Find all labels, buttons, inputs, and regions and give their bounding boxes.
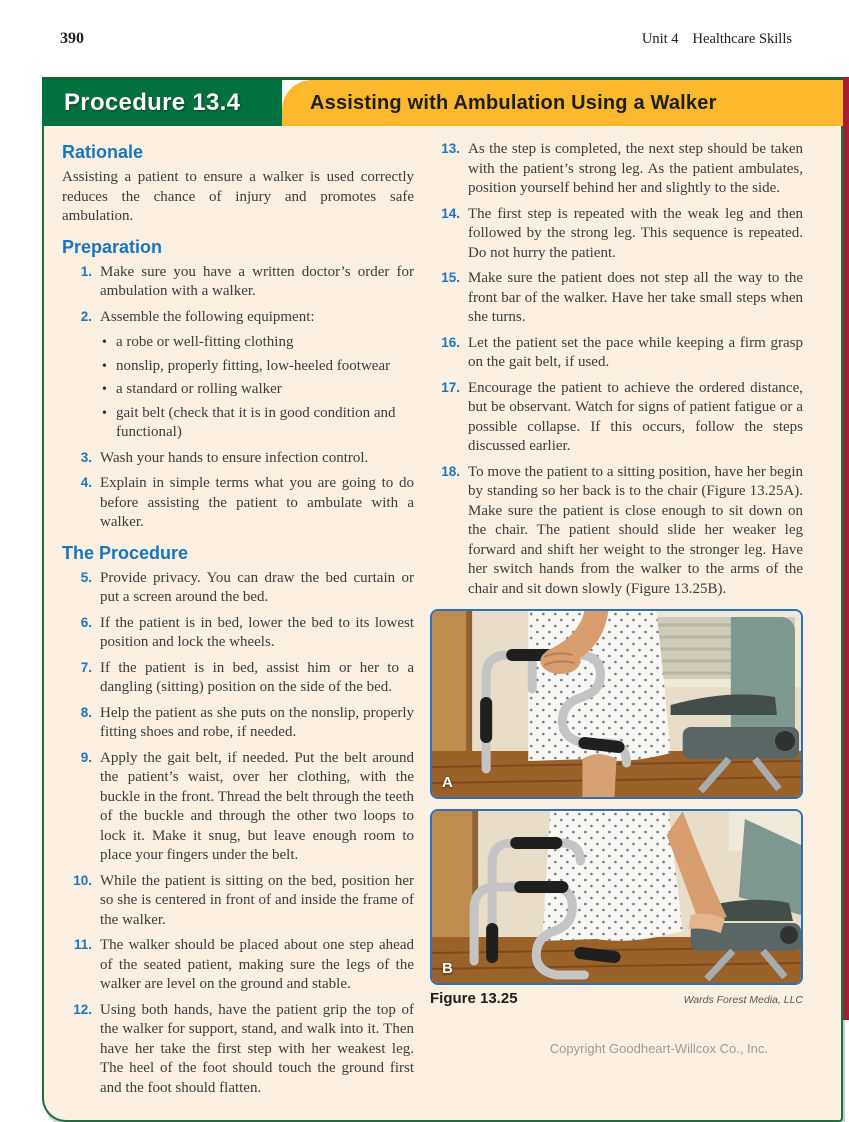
figure-photo-a — [430, 609, 803, 799]
step-number: 18. — [441, 463, 460, 479]
step-text: Assemble the following equipment: — [100, 308, 315, 325]
step-number: 2. — [80, 308, 92, 324]
step-number: 8. — [80, 704, 92, 720]
step-text: As the step is completed, the next step should be taken with the patient’s strong leg. As the patient ambulates, position yourself behind her and slightly to the side. — [468, 141, 803, 196]
step-number: 11. — [73, 937, 92, 952]
step-number: 4. — [80, 475, 92, 490]
bullet-icon: • — [102, 335, 107, 350]
step-number: 13. — [441, 141, 460, 156]
step-7 — [62, 659, 414, 698]
procedure-banner — [42, 77, 843, 126]
rationale-heading: Rationale — [62, 142, 144, 162]
step-13 — [430, 140, 803, 199]
step-number: 15. — [441, 270, 460, 285]
unit-label: Unit 4 — [641, 31, 679, 47]
equipment-list — [102, 333, 414, 443]
step-text: Provide privacy. You can draw the bed curtain or put a screen around the bed. — [100, 569, 414, 605]
step-6 — [62, 614, 414, 653]
step-15 — [430, 269, 803, 328]
step-number: 5. — [80, 569, 92, 585]
list-item: • gait belt (check that it is in good condition and functional) — [102, 404, 414, 443]
figure-credit: Wards Forest Media, LLC — [683, 994, 803, 1006]
step-number: 17. — [441, 379, 460, 395]
step-18 — [430, 463, 803, 600]
step-text: The walker should be placed about one step ahead of the seated patient, making sure the legs of the walker are level on the ground and stable. — [100, 937, 414, 992]
step-14 — [430, 205, 803, 264]
photo-b-label: B — [442, 960, 453, 977]
step-16 — [430, 334, 803, 373]
procedure-content-box — [42, 126, 843, 1122]
step-number: 1. — [80, 263, 92, 279]
the-procedure-heading: The Procedure — [62, 542, 189, 563]
step-number: 6. — [80, 614, 92, 630]
step-text: Encourage the patient to achieve the ordered distance, but be observant. Watch for signs of patient fatigue or a possible collapse. If this occurs, follow the steps discussed earlier. — [468, 379, 803, 454]
step-1 — [62, 263, 414, 302]
figure-number: Figure 13.25 — [430, 990, 518, 1007]
step-text: Make sure the patient does not step all the way to the front bar of the walker. Have her take small steps when she turns. — [468, 270, 803, 325]
bullet-icon: • — [102, 405, 107, 421]
step-text: If the patient is in bed, lower the bed to its lowest position and lock the wheels. — [100, 614, 414, 650]
page-number: 390 — [60, 30, 84, 47]
step-text: Apply the gait belt, if needed. Put the belt around the patient’s waist, over her clothing, with the buckle in the front. Thread the belt through the teeth of the buckle and through the other two loops to lock it. Make it snug, but leave enough room to place your fingers under the belt. — [100, 749, 414, 863]
photo-a-illustration — [432, 611, 801, 797]
step-text: Wash your hands to ensure infection control. — [100, 449, 369, 466]
step-text: To move the patient to a sitting position, have her begin by standing so her back is to the chair (Figure 13.25A). Make sure the patient is close enough to sit down on the chair. The patient should slide her weaker leg forward and shift her weight to the stronger leg. Have her switch hands from the walker to the arms of the chair and sit down slowly (Figure 13.25B). — [468, 463, 803, 597]
banner-title-band — [282, 80, 843, 126]
bullet-icon: • — [102, 382, 107, 397]
procedure-label: Procedure 13.4 — [64, 89, 241, 116]
running-head-right — [642, 31, 792, 48]
left-column — [62, 140, 414, 1104]
step-number: 12. — [73, 1001, 92, 1017]
step-11 — [62, 936, 414, 995]
figure-photo-b — [430, 809, 803, 985]
step-text: Using both hands, have the patient grip the top of the walker for support, stand, and walk into it. Then have her take the first step with her weakest leg. The heel of the foot should touch the ground first and the foot should flatten. — [100, 1001, 414, 1096]
photo-a-label: A — [442, 774, 453, 791]
step-text: Make sure you have a written doctor’s order for ambulation with a walker. — [100, 263, 414, 299]
step-2 — [62, 308, 414, 328]
step-number: 14. — [441, 205, 460, 221]
step-5 — [62, 569, 414, 608]
procedure-title: Assisting with Ambulation Using a Walker — [310, 91, 717, 114]
step-number: 16. — [441, 334, 460, 350]
step-text: Help the patient as she puts on the nonslip, properly fitting shoes and robe, if needed. — [100, 704, 414, 740]
right-column — [430, 140, 803, 1104]
step-text: Let the patient set the pace while keeping a firm grasp on the gait belt, if used. — [468, 334, 803, 370]
banner-label-box — [42, 80, 282, 126]
list-item: • nonslip, properly fitting, low-heeled footwear — [102, 357, 414, 377]
step-12 — [62, 1001, 414, 1099]
step-17 — [430, 379, 803, 457]
step-8 — [62, 704, 414, 743]
page-edge-color-tab — [843, 77, 849, 1020]
copyright-line: Copyright Goodheart-Willcox Co., Inc. — [549, 1041, 768, 1056]
preparation-heading: Preparation — [62, 236, 163, 257]
list-item: • a robe or well-fitting clothing — [102, 333, 414, 353]
step-text: While the patient is sitting on the bed, position her so she is centered in front of and inside the frame of the walker. — [100, 872, 414, 928]
step-number: 7. — [80, 659, 92, 675]
figure-caption-row — [430, 990, 803, 1007]
unit-title: Healthcare Skills — [692, 31, 792, 47]
step-number: 3. — [80, 449, 92, 465]
step-text: The first step is repeated with the weak leg and then followed by the strong leg. This sequence is repeated. Do not hurry the patient. — [468, 205, 803, 261]
step-number: 10. — [73, 872, 92, 888]
step-3 — [62, 449, 414, 469]
rationale-paragraph: Assisting a patient to ensure a walker is used correctly reduces the chance of injury and promotes safe ambulation. — [62, 169, 414, 224]
step-10 — [62, 872, 414, 931]
step-9 — [62, 749, 414, 866]
step-4 — [62, 474, 414, 533]
bullet-icon: • — [102, 358, 107, 374]
step-text: Explain in simple terms what you are going to do before assisting the patient to ambulate with a walker. — [100, 475, 414, 530]
photo-b-illustration — [432, 811, 801, 983]
running-head — [60, 30, 792, 48]
step-text: If the patient is in bed, assist him or her to a dangling (sitting) position on the side of the bed. — [100, 659, 414, 695]
list-item: • a standard or rolling walker — [102, 380, 414, 400]
step-number: 9. — [80, 749, 92, 765]
